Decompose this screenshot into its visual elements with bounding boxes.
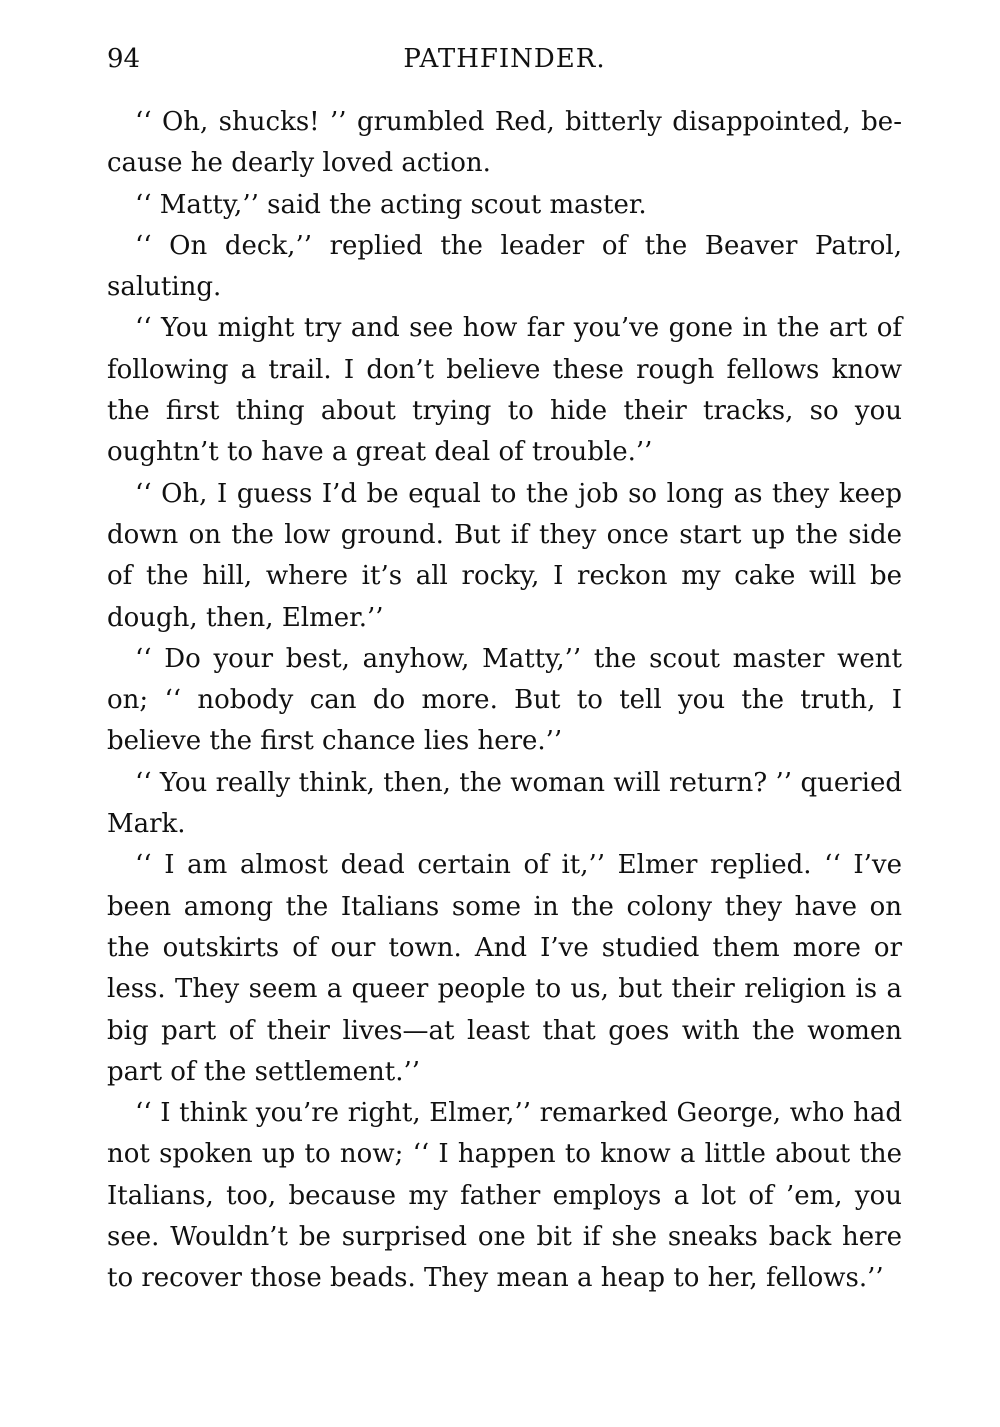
paragraph: ‘‘ Do your best, anyhow, Matty,’’ the scout master went on; ‘‘ nobody can do more. But to tell you the truth, I believe the first chance lies here.’’ bbox=[107, 643, 902, 757]
paragraph: ‘‘ You might try and see how far you’ve gone in the art of following a trail. I don’t believe these rough fellows know the first thing about trying to hide their tracks, so you oughtn’t to have a great deal of trouble.’’ bbox=[107, 313, 902, 468]
paragraph: ‘‘ You really think, then, the woman will return? ’’ queried Mark. bbox=[107, 767, 902, 840]
body-text bbox=[107, 102, 902, 1300]
paragraph: ‘‘ I think you’re right, Elmer,’’ remarked George, who had not spoken up to now; ‘‘ I happen to know a little about the Italians, too, because my father employs a lot of ’em, you see. Wouldn’t be surprised one bit if she sneaks back here to recover those beads. They mean a heap to her, fellows.’’ bbox=[107, 1098, 902, 1294]
paragraph: ‘‘ On deck,’’ replied the leader of the Beaver Patrol, saluting. bbox=[107, 230, 902, 303]
paragraph: ‘‘ Oh, shucks! ’’ grumbled Red, bitterly disappointed, because he dearly loved action. bbox=[107, 107, 902, 179]
page-number: 94 bbox=[107, 44, 141, 74]
page-header bbox=[107, 44, 902, 84]
running-title: PATHFINDER. bbox=[403, 44, 606, 74]
paragraph: ‘‘ Matty,’’ said the acting scout master. bbox=[135, 189, 647, 220]
paragraph: ‘‘ I am almost dead certain of it,’’ Elmer replied. ‘‘ I’ve been among the Italians some in the colony they have on the outskirts of our town. And I’ve studied them more or less. They seem a queer people to us, but their religion is a big part of their lives—at least that goes with the women part of the settlement.’’ bbox=[107, 850, 902, 1087]
paragraph: ‘‘ Oh, I guess I’d be equal to the job so long as they keep down on the low ground. But if they once start up the side of the hill, where it’s all rocky, I reckon my cake will be dough, then, Elmer.’’ bbox=[107, 478, 902, 633]
